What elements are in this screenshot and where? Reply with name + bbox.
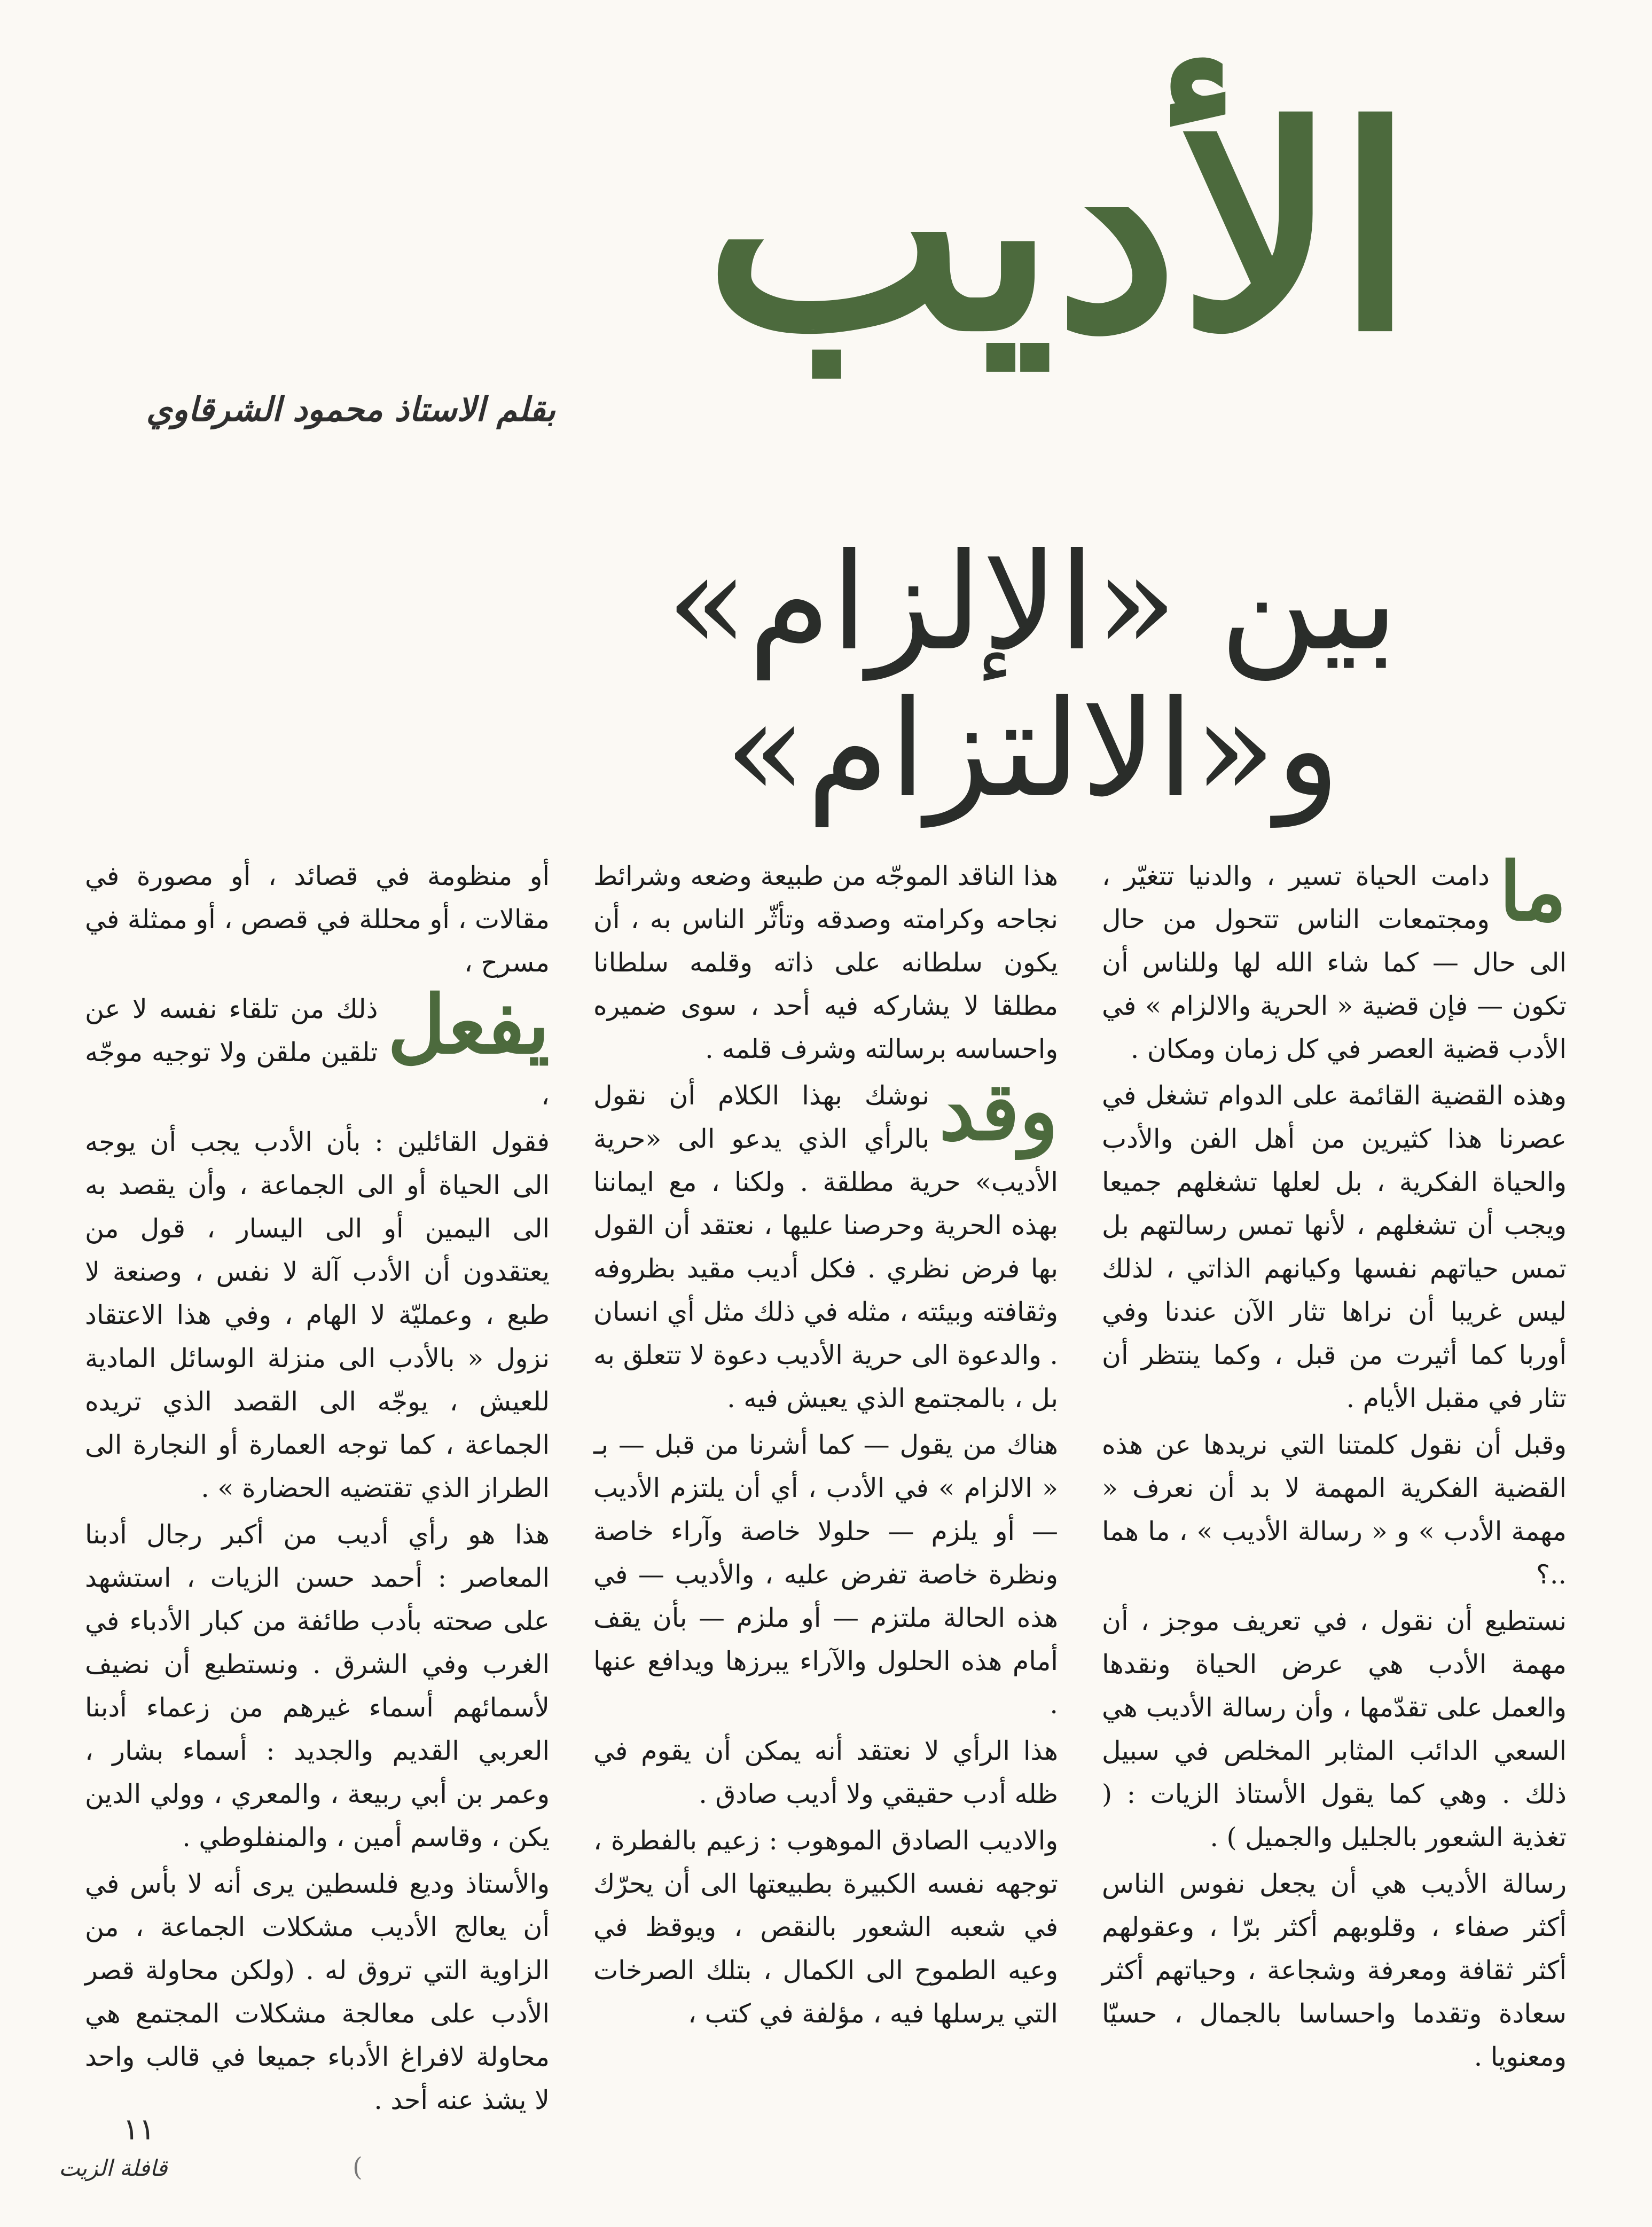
paragraph: نستطيع أن نقول ، في تعريف موجز ، أن مهمة الأدب هي عرض الحياة ونقدها والعمل على تقدّمها ، وأن رسالة الأديب هي السعي الدائب المثابر المخلص في سبيل ذلك . وهي كما يقول الأستاذ الزيات : ( تغذية الشعور بالجليل والجميل ) . xyxy=(1102,1606,1567,1853)
paragraph xyxy=(593,1064,1058,1420)
text-column-3 xyxy=(85,854,550,2115)
drop-cap: ما xyxy=(1499,845,1567,939)
text-column-1 xyxy=(1102,845,1567,2072)
paragraph-text: دامت الحياة تسير ، والدنيا تتغيّر ، ومجتمعات الناس تتحول من حال الى حال — كما شاء الله لها وللناس أن تكون — فإن قضية « الحرية والالزام » في الأدب قضية العصر في كل زمان ومكان . xyxy=(1102,861,1567,1064)
drop-cap: يفعل xyxy=(387,978,550,1072)
paragraph-text: ذلك من تلقاء نفسه لا عن تلقين ملقن ولا توجيه موجّه ، xyxy=(85,994,550,1111)
publication-name: قافلة الزيت xyxy=(59,2155,168,2181)
paragraph: هذا هو رأي أديب من أكبر رجال أدبنا المعاصر : أحمد حسن الزيات ، استشهد على صحته بأدب طائفة من كبار الأدباء في الغرب وفي الشرق . ونستطيع أن نضيف لأسمائهم أسماء غيرهم من زعماء أدبنا العربي القديم والجديد : أسماء بشار ، وعمر بن أبي ربيعة ، والمعري ، وولي الدين يكن ، وقاسم أمين ، والمنفلوطي . xyxy=(85,1519,550,1853)
paragraph: وقبل أن نقول كلمتنا التي نريدها عن هذه القضية الفكرية المهمة لا بد أن نعرف « مهمة الأدب » و « رسالة الأديب » ، ما هما ..؟ xyxy=(1102,1430,1567,1590)
paragraph: والاديب الصادق الموهوب : زعيم بالفطرة ، توجهه نفسه الكبيرة بطبيعتها الى أن يحرّك في شعبه الشعور بالنقص ، ويوقظ في وعيه الطموح الى الكمال ، بتلك الصرخات التي يرسلها فيه ، مؤلفة في كتب ، xyxy=(593,1825,1058,2029)
paragraph: فقول القائلين : بأن الأدب يجب أن يوجه الى الحياة أو الى الجماعة ، وأن يقصد به الى اليمين أو الى اليسار ، قول من يعتقدون أن الأدب آلة لا نفس ، وصنعة لا طبع ، وعمليّة لا الهام ، وفي هذا الاعتقاد نزول « بالأدب الى منزلة الوسائل المادية للعيش ، يوجّه الى القصد الذي تريده الجماعة ، كما توجه العمارة أو النجارة الى الطراز الذي تقتضيه الحضارة » . xyxy=(85,1127,550,1503)
print-mark: ( xyxy=(353,2152,363,2182)
article-subtitle: بين «الإلزام» و«الالتزام» xyxy=(666,524,1399,827)
paragraph xyxy=(85,978,550,1117)
paragraph xyxy=(1102,845,1567,1071)
paragraph: رسالة الأديب هي أن يجعل نفوس الناس أكثر صفاء ، وقلوبهم أكثر برّا ، وعقولهم أكثر ثقافة ومعرفة وشجاعة ، وحياتهم أكثر سعادة وتقدما واحساسا بالجمال ، حسيّا ومعنويا . xyxy=(1102,1869,1567,2072)
paragraph-text: نوشك بهذا الكلام أن نقول بالرأي الذي يدعو الى «حرية الأديب» حرية مطلقة . ولكنا ، مع ايماننا بهذه الحرية وحرصنا عليها ، نعتقد أن القول بها فرض نظري . فكل أديب مقيد بظروفه وثقافته وبيئته ، مثله في ذلك مثل أي انسان . والدعوة الى حرية الأديب دعوة لا تتعلق به بل ، بالمجتمع الذي يعيش فيه . xyxy=(593,1080,1058,1414)
paragraph: هذا الناقد الموجّه من طبيعة وضعه وشرائط نجاحه وكرامته وصدقه وتأثّر الناس به ، أن يكون سلطانه على ذاته وقلمه سلطانا مطلقا لا يشاركه فيه أحد ، سوى ضميره واحساسه برسالته وشرف قلمه . xyxy=(593,861,1058,1064)
paragraph: والأستاذ وديع فلسطين يرى أنه لا بأس في أن يعالج الأديب مشكلات الجماعة ، من الزاوية التي تروق له . (ولكن محاولة قصر الأدب على معالجة مشكلات المجتمع هي محاولة لافراغ الأدباء جميعا في قالب واحد لا يشذ عنه أحد . xyxy=(85,1869,550,2115)
article-title: الأديب xyxy=(704,66,1414,393)
drop-cap: وقد xyxy=(939,1064,1058,1158)
author-byline: بقلم الاستاذ محمود الشرقاوي xyxy=(146,390,555,429)
text-column-2 xyxy=(593,854,1058,2067)
paragraph: وهذه القضية القائمة على الدوام تشغل في عصرنا هذا كثيرين من أهل الفن والأدب والحياة الفكرية ، بل لعلها تشغلهم جميعا ويجب أن تشغلهم ، لأنها تمس رسالتهم بل تمس حياتهم نفسها وكيانهم الذاتي ، لذلك ليس غريبا أن نراها تثار الآن عندنا وفي أوربا كما أثيرت من قبل ، وكما ينتظر أن تثار في مقبل الأيام . xyxy=(1102,1080,1567,1414)
paragraph: هذا الرأي لا نعتقد أنه يمكن أن يقوم في ظله أدب حقيقي ولا أديب صادق . xyxy=(593,1736,1058,1809)
page-number: ١١ xyxy=(123,2112,155,2147)
paragraph: هناك من يقول — كما أشرنا من قبل — بـ « الالزام » في الأدب ، أي أن يلتزم الأديب — أو يلزم — حلولا خاصة وآراء خاصة ونظرة خاصة تفرض عليه ، والأديب — في هذه الحالة ملتزم — أو ملزم — بأن يقف أمام هذه الحلول والآراء يبرزها ويدافع عنها . xyxy=(593,1430,1058,1720)
paragraph: أو منظومة في قصائد ، أو مصورة في مقالات ، أو محللة في قصص ، أو ممثلة في مسرح ، xyxy=(85,861,550,978)
